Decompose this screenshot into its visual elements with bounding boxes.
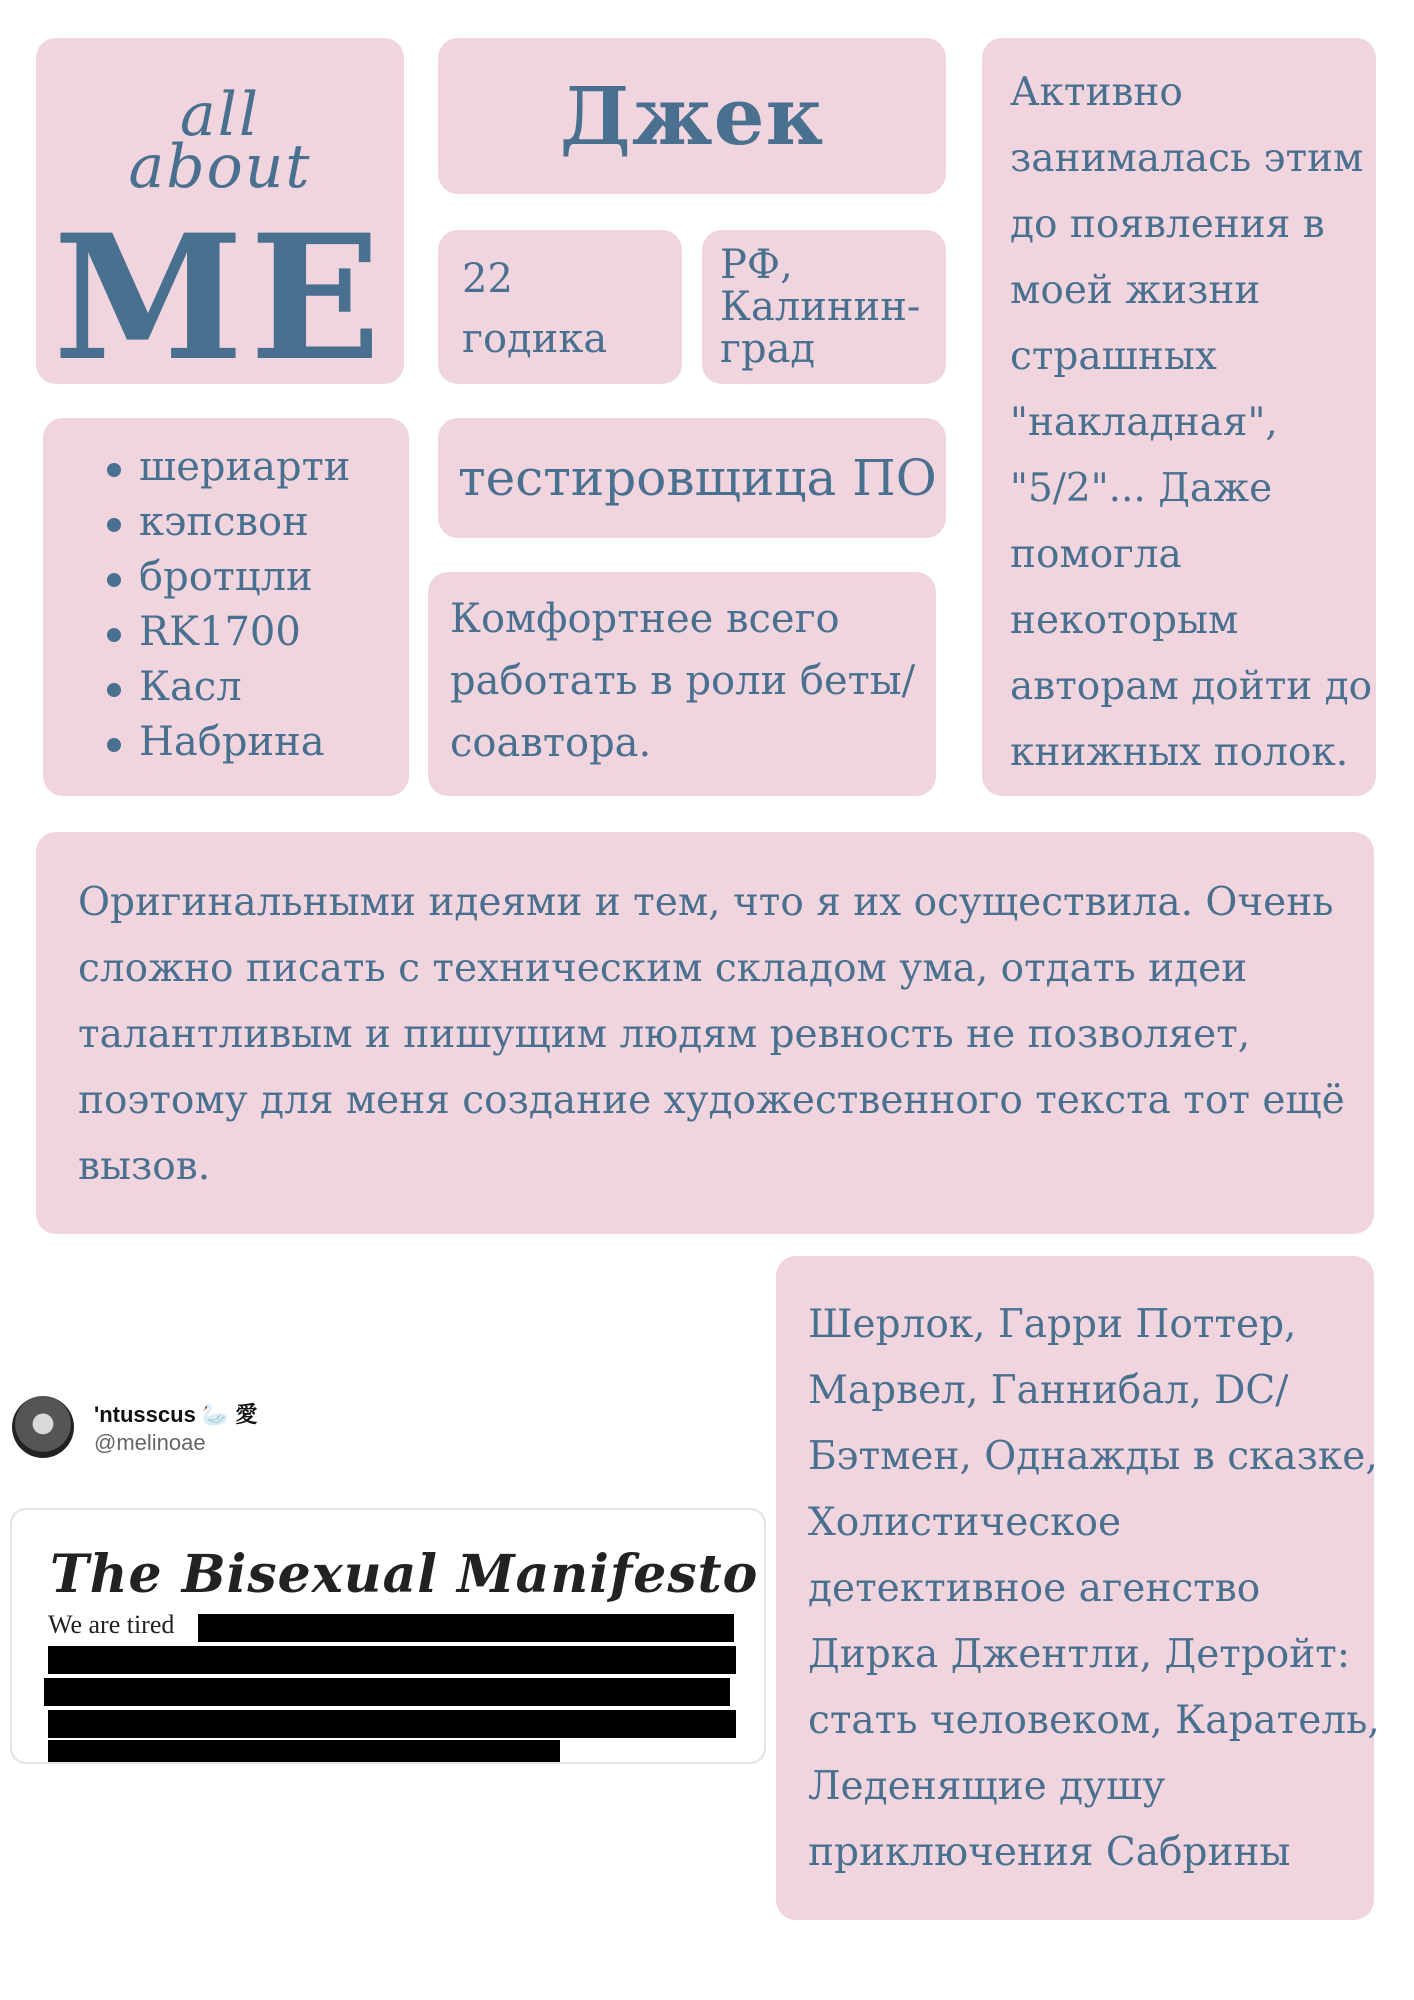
experience-line: занималась этим (1010, 136, 1364, 181)
redaction-bar (48, 1740, 560, 1764)
role-line: Комфортнее всего (450, 596, 840, 642)
about-writing-line: поэтому для меня создание художественного текста тот ещё (78, 1078, 1345, 1123)
about-writing-line: вызов. (78, 1144, 211, 1189)
location-card (702, 230, 946, 384)
manifesto-title: The Bisexual Manifesto (50, 1544, 759, 1605)
list-item: Набрина (139, 715, 350, 770)
fandom-line: Шерлок, Гарри Поттер, (808, 1302, 1297, 1347)
list-item: кэпсвон (139, 495, 350, 550)
experience-line: книжных полок. (1010, 730, 1349, 775)
experience-line: страшных (1010, 334, 1217, 379)
about-writing-card (36, 832, 1374, 1234)
occupation-text: тестировщица ПО (458, 449, 937, 507)
title-script-all: all (179, 80, 261, 150)
age-card (438, 230, 682, 384)
role-card (428, 572, 936, 796)
redaction-bar (44, 1678, 730, 1706)
location-line: град (720, 326, 816, 372)
age-word: годика (462, 316, 608, 362)
manifesto-text: We are tired (48, 1610, 175, 1639)
role-line: работать в роли беты/ (450, 658, 916, 704)
experience-card (982, 38, 1376, 796)
fandom-line: детективное агенство (808, 1566, 1261, 1611)
list-item: бротцли (139, 550, 350, 605)
list-item: Касл (139, 660, 350, 715)
location-line: РФ, (720, 242, 793, 288)
about-writing-line: Оригинальными идеями и тем, что я их осуществила. Очень (78, 880, 1334, 925)
ships-list (139, 440, 350, 770)
avatar[interactable] (12, 1396, 74, 1458)
age-number: 22 (462, 256, 513, 302)
redaction-bar (48, 1710, 736, 1738)
experience-line: некоторым (1010, 598, 1239, 643)
fandom-line: приключения Сабрины (808, 1830, 1291, 1875)
name-card (438, 38, 946, 194)
title-card (36, 38, 404, 399)
experience-line: моей жизни (1010, 268, 1261, 313)
fandom-line: Холистическое (808, 1500, 1122, 1545)
experience-line: "накладная", (1010, 400, 1278, 445)
role-line: соавтора. (450, 720, 652, 766)
experience-line: авторам дойти до (1010, 664, 1373, 709)
redaction-bar (198, 1614, 734, 1642)
title-me: ME (53, 196, 387, 399)
experience-line: помогла (1010, 532, 1182, 577)
experience-line: "5/2"... Даже (1010, 466, 1273, 511)
about-writing-line: талантливым и пишущим людям ревность не позволяет, (78, 1012, 1251, 1057)
list-item: шериарти (139, 440, 350, 495)
fandom-line: стать человеком, Каратель, (808, 1698, 1380, 1743)
about-writing-line: сложно писать с техническим складом ума, отдать идеи (78, 946, 1248, 991)
location-line: Калинин- (720, 284, 921, 330)
experience-line: до появления в (1010, 202, 1325, 247)
fandom-line: Дирка Джентли, Детройт: (808, 1632, 1351, 1677)
name-text: Джек (559, 69, 825, 163)
fandom-line: Леденящие душу (808, 1764, 1166, 1809)
ships-card (43, 418, 409, 796)
fandom-line: Бэтмен, Однажды в сказке, (808, 1434, 1378, 1479)
list-item: RK1700 (139, 605, 350, 660)
redaction-bar (48, 1646, 736, 1674)
fandom-line: Марвел, Ганнибал, DC/ (808, 1368, 1289, 1413)
occupation-card (438, 418, 946, 538)
tweet-display-name[interactable]: 'ntusscus 🦢 愛 (94, 1402, 258, 1427)
experience-line: Активно (1010, 70, 1183, 115)
tweet-media[interactable] (10, 1508, 766, 1764)
fandoms-card (776, 1256, 1380, 1920)
title-script-about: about (128, 132, 312, 202)
tweet-handle[interactable]: @melinoae (94, 1430, 206, 1455)
